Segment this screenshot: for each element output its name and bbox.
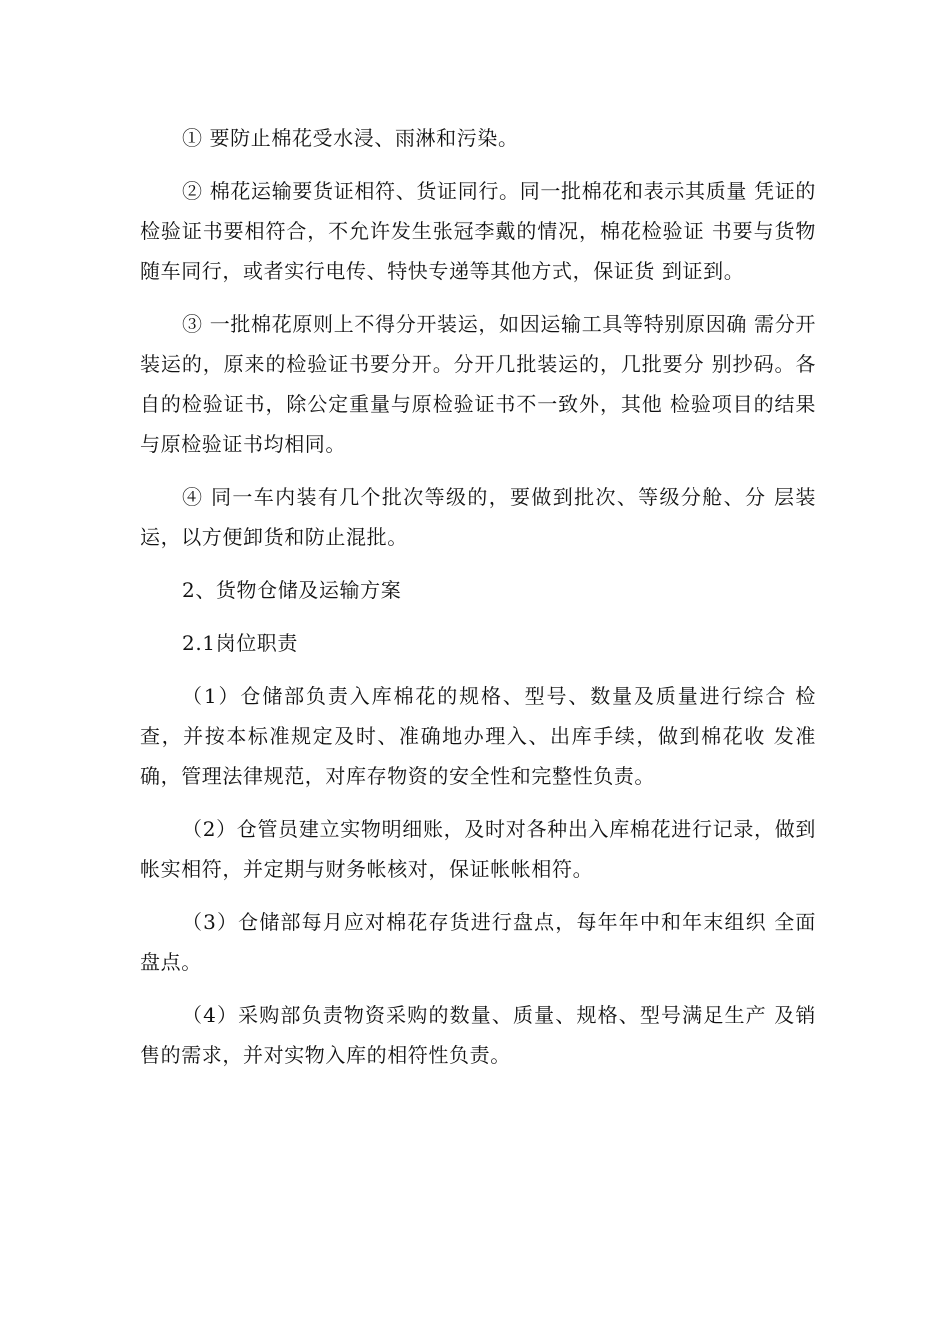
duty-item-4: （4）采购部负责物资采购的数量、质量、规格、型号满足生产 及销售的需求，并对实物入库的相符性负责。 [140,1003,816,1067]
paragraph-item-2: ② 棉花运输要货证相符、货证同行。同一批棉花和表示其质量 凭证的检验证书要相符合，不允许发生张冠李戴的情况，棉花检验证 书要与货物随车同行，或者实行电传、特快专递等其他方式，保证货 到证到。 [140,179,816,283]
section-heading: 2、货物仓储及运输方案 [182,578,402,602]
document-body [140,118,816,1075]
subsection-heading: 2.1岗位职责 [182,631,299,655]
duty-item-2: （2）仓管员建立实物明细账，及时对各种出入库棉花进行记录，做到帐实相符，并定期与财务帐核对，保证帐帐相符。 [140,817,816,881]
paragraph-item-3: ③ 一批棉花原则上不得分开装运，如因运输工具等特别原因确 需分开装运的，原来的检验证书要分开。分开几批装运的，几批要分 别抄码。各自的检验证书，除公定重量与原检验证书不一致外，其他 检验项目的结果与原检验证书均相同。 [140,312,816,456]
paragraph-item-4: ④ 同一车内装有几个批次等级的，要做到批次、等级分舱、分 层装运，以方便卸货和防止混批。 [140,485,816,549]
duty-item-1: （1）仓储部负责入库棉花的规格、型号、数量及质量进行综合 检查，并按本标准规定及时、准确地办理入、出库手续，做到棉花收 发准确，管理法律规范，对库存物资的安全性和完整性负责。 [140,684,816,788]
paragraph-item-1: ① 要防止棉花受水浸、雨淋和污染。 [182,126,519,150]
duty-item-3: （3）仓储部每月应对棉花存货进行盘点，每年年中和年末组织 全面盘点。 [140,910,816,974]
